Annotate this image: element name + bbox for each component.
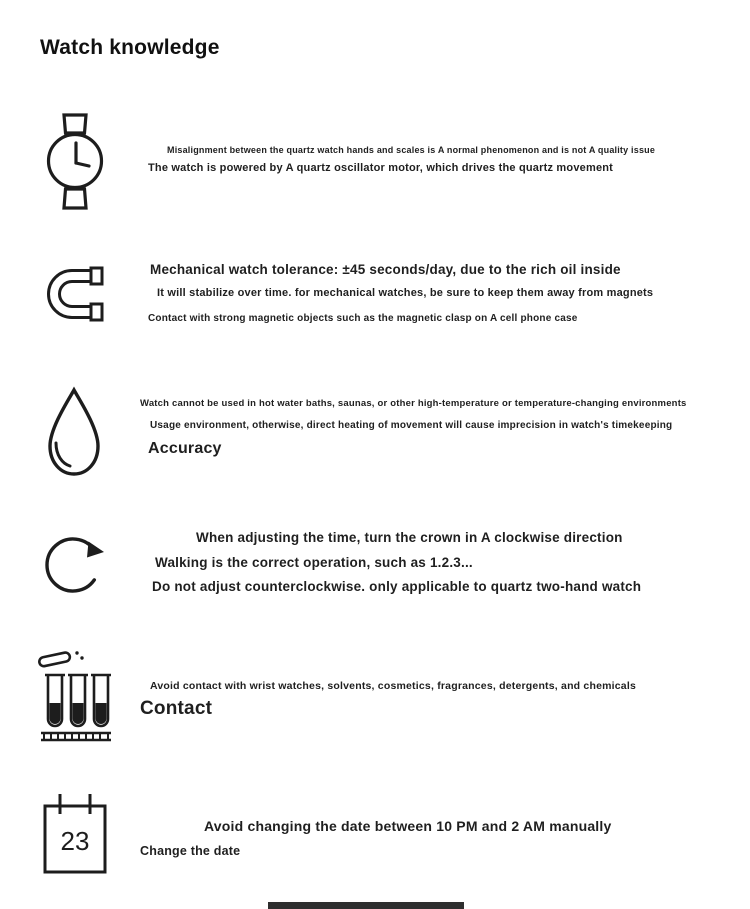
note-line: Change the date <box>140 844 241 858</box>
magnet-icon-svg <box>44 266 104 322</box>
page-title: Watch knowledge <box>40 36 220 59</box>
clockwise-arrow-icon-svg <box>42 523 106 599</box>
note-line: It will stabilize over time. for mechanical watches, be sure to keep them away from magnets <box>157 287 654 299</box>
magnet-icon <box>44 266 104 322</box>
note-line: The watch is powered by A quartz oscillator motor, which drives the quartz movement <box>148 162 614 174</box>
clockwise-arrow-icon <box>42 523 106 599</box>
note-line: Watch cannot be used in hot water baths, saunas, or other high-temperature or temperature-changing environments <box>140 398 687 409</box>
wristwatch-icon-svg <box>42 113 108 210</box>
note-line: Walking is the correct operation, such as 1.2.3... <box>155 555 473 570</box>
note-line: Do not adjust counterclockwise. only applicable to quartz two-hand watch <box>152 579 642 594</box>
section-time-adjustment <box>0 523 750 594</box>
section-quartz-movement <box>0 113 750 174</box>
test-tubes-icon-svg <box>38 645 114 745</box>
calendar-icon <box>42 790 108 876</box>
note-line: Avoid contact with wrist watches, solvents, cosmetics, fragrances, detergents, and chemicals <box>150 680 636 692</box>
note-line: Contact with strong magnetic objects such as the magnetic clasp on A cell phone case <box>148 313 578 324</box>
section-magnetism <box>0 257 750 324</box>
note-line: Misalignment between the quartz watch hands and scales is A normal phenomenon and is not A quality issue <box>167 145 656 155</box>
section-heading: Accuracy <box>148 440 222 457</box>
section-temperature-accuracy <box>0 385 750 457</box>
section-chemical-contact <box>0 645 750 719</box>
water-drop-icon <box>42 385 106 481</box>
bottom-dark-strip <box>268 902 464 909</box>
section-date-change <box>0 790 750 858</box>
water-drop-icon-svg <box>42 385 106 481</box>
calendar-day-number: 23 <box>60 826 90 856</box>
wristwatch-icon <box>42 113 108 210</box>
note-line: Usage environment, otherwise, direct heating of movement will cause imprecision in watch's timekeeping <box>150 420 673 431</box>
note-line: When adjusting the time, turn the crown in A clockwise direction <box>196 530 623 545</box>
note-line: Avoid changing the date between 10 PM and 2 AM manually <box>204 818 612 834</box>
note-line: Mechanical watch tolerance: ±45 seconds/day, due to the rich oil inside <box>150 262 621 277</box>
test-tubes-icon <box>38 645 114 745</box>
section-heading: Contact <box>140 698 213 719</box>
